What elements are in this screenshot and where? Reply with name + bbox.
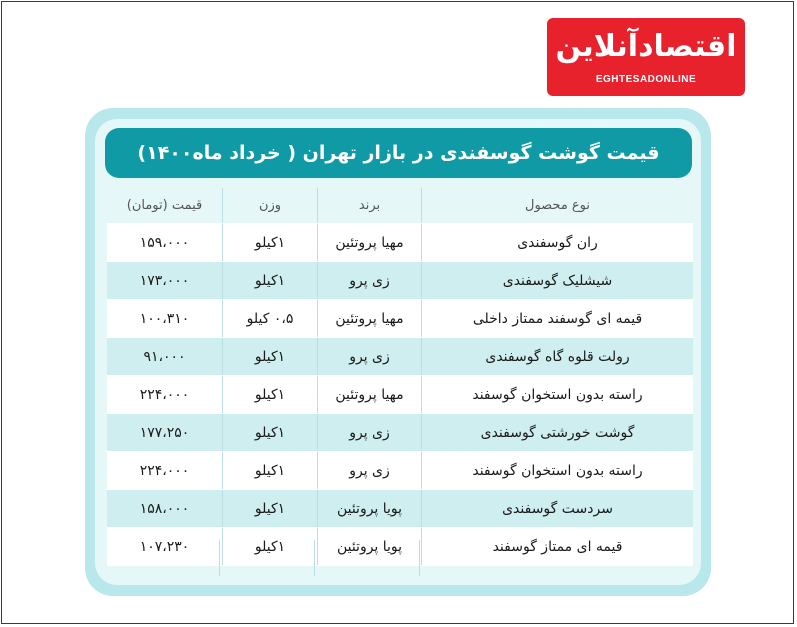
cell-weight: ۱کیلو <box>222 414 317 451</box>
column-divider <box>419 540 420 576</box>
cell-price: ۱۵۹،۰۰۰ <box>139 234 190 251</box>
cell-price: ۱۵۸،۰۰۰ <box>139 500 190 517</box>
header-weight: وزن <box>222 188 317 223</box>
cell-product: شیشلیک گوسفندی <box>421 262 693 299</box>
table-row <box>107 262 693 300</box>
cell-brand: پویا پروتئین <box>317 528 421 565</box>
cell-weight: ۰،۵ کیلو <box>222 300 317 337</box>
cell-brand: مهیا پروتئین <box>317 300 421 337</box>
table-row <box>107 376 693 414</box>
cell-product: رولت قلوه گاه گوسفندی <box>421 338 693 375</box>
cell-weight: ۱کیلو <box>222 490 317 527</box>
header-price: قیمت (تومان) <box>126 198 203 213</box>
cell-price: ۱۰۰،۳۱۰ <box>139 310 190 327</box>
cell-product: گوشت خورشتی گوسفندی <box>421 414 693 451</box>
column-divider <box>314 540 315 576</box>
table-row <box>107 414 693 452</box>
table-title: قیمت گوشت گوسفندی در بازار تهران ( خرداد ماه۱۴۰۰) <box>105 128 692 178</box>
cell-product: قیمه ای گوسفند ممتاز داخلی <box>421 300 693 337</box>
cell-price: ۱۷۷،۲۵۰ <box>139 424 190 441</box>
cell-weight: ۱کیلو <box>222 528 317 565</box>
cell-brand: زی پرو <box>317 338 421 375</box>
table-header-row <box>107 188 693 224</box>
cell-product: قیمه ای ممتاز گوسفند <box>421 528 693 565</box>
cell-price: ۹۱،۰۰۰ <box>143 348 186 365</box>
logo-wordmark: اقتصادآنلاین <box>555 29 737 64</box>
column-divider <box>219 540 220 576</box>
table-row <box>107 224 693 262</box>
cell-brand: زی پرو <box>317 414 421 451</box>
cell-price: ۲۲۴،۰۰۰ <box>139 386 190 403</box>
cell-product: راسته بدون استخوان گوسفند <box>421 376 693 413</box>
cell-brand: مهیا پروتئین <box>317 224 421 261</box>
cell-price: ۲۲۴،۰۰۰ <box>139 462 190 479</box>
cell-price: ۱۷۳،۰۰۰ <box>139 272 190 289</box>
cell-brand: زی پرو <box>317 452 421 489</box>
table-row <box>107 452 693 490</box>
cell-weight: ۱کیلو <box>222 224 317 261</box>
cell-brand: مهیا پروتئین <box>317 376 421 413</box>
table-row <box>107 300 693 338</box>
header-brand: برند <box>317 188 421 223</box>
logo-latin-text: EGHTESADONLINE <box>595 74 697 85</box>
cell-brand: زی پرو <box>317 262 421 299</box>
cell-weight: ۱کیلو <box>222 376 317 413</box>
cell-product: راسته بدون استخوان گوسفند <box>421 452 693 489</box>
table-body <box>107 224 693 566</box>
cell-price: ۱۰۷،۲۳۰ <box>139 538 190 555</box>
table-row <box>107 338 693 376</box>
cell-product: ران گوسفندی <box>421 224 693 261</box>
cell-product: سردست گوسفندی <box>421 490 693 527</box>
brand-logo <box>547 18 745 96</box>
cell-weight: ۱کیلو <box>222 452 317 489</box>
cell-weight: ۱کیلو <box>222 338 317 375</box>
table-row <box>107 528 693 566</box>
table-row <box>107 490 693 528</box>
cell-weight: ۱کیلو <box>222 262 317 299</box>
price-table <box>107 188 693 566</box>
header-product: نوع محصول <box>421 188 693 223</box>
cell-brand: پویا پروتئین <box>317 490 421 527</box>
